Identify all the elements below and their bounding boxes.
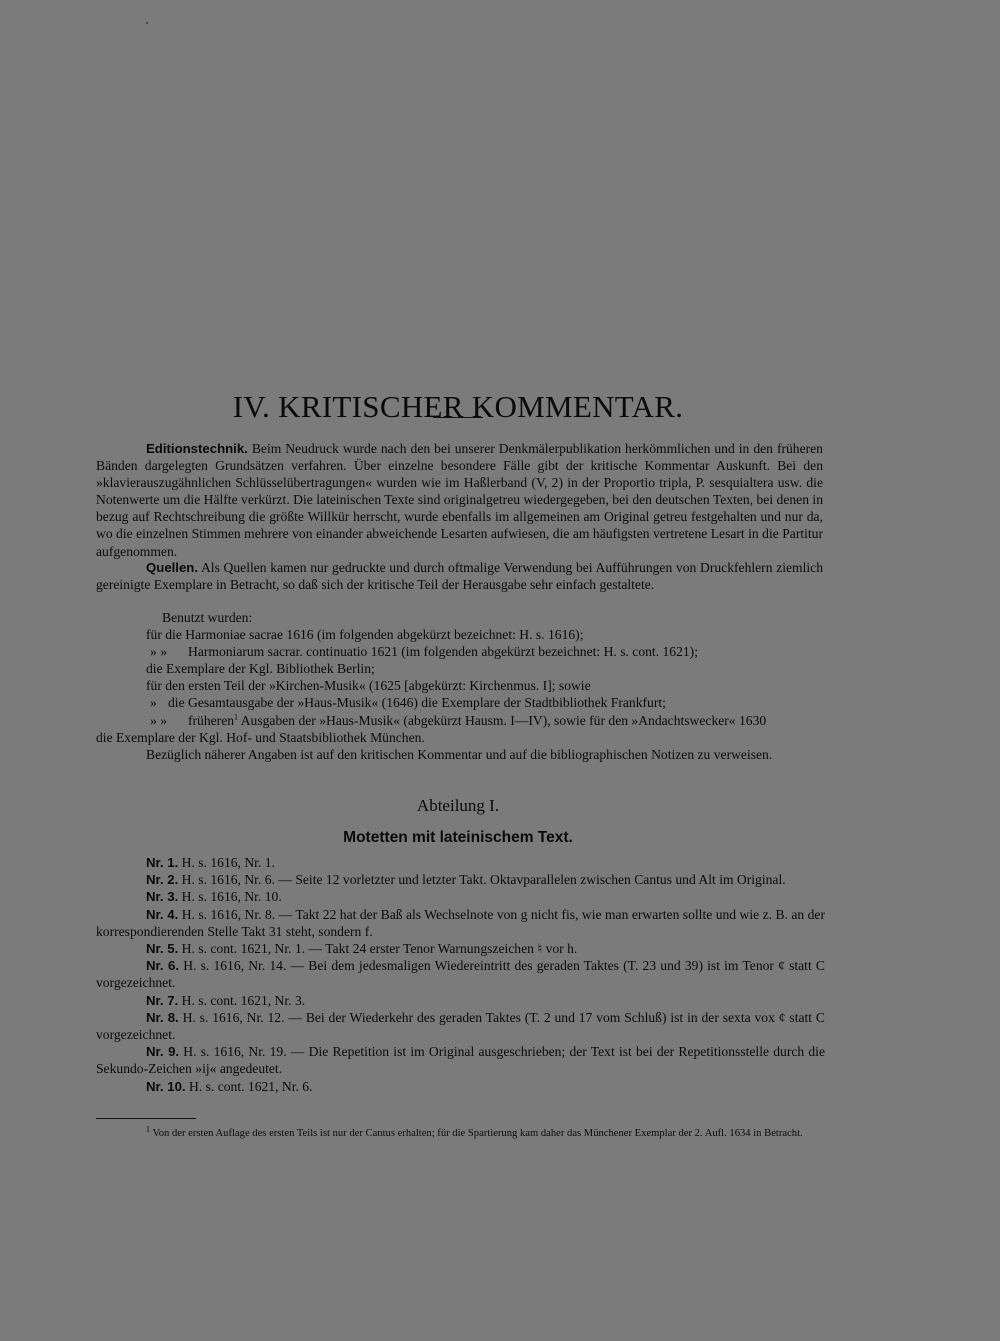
section-subtitle: Motetten mit lateinischem Text. (343, 829, 573, 846)
entry-number: Nr. 9. (146, 1044, 180, 1060)
entry-item (96, 1009, 825, 1043)
entry-item (96, 940, 825, 957)
source-line-4: für den ersten Teil der »Kirchen-Musik« (1625 [abgekürzt: Kirchenmus. I]; sowie (146, 678, 591, 694)
entry-text: H. s. cont. 1621, Nr. 3. (181, 992, 306, 1008)
footnote (96, 1124, 829, 1142)
entry-number: Nr. 7. (146, 992, 179, 1008)
entry-text: H. s. 1616, Nr. 8. — Takt 22 hat der Baß als Wechselnote von g nicht fis, wie man erwarten sollte und wie z. B. an der korrespondierenden Stelle Takt 31 steht, sondern f. (96, 906, 825, 939)
entry-item (96, 871, 825, 888)
entry-text: H. s. 1616, Nr. 6. — Seite 12 vorletzter und letzter Takt. Oktavparallelen zwischen Cantus und Alt im Original. (181, 872, 786, 888)
source-line-8: Bezüglich näherer Angaben ist auf den kritischen Kommentar und auf die bibliographischen Notizen zu verweisen. (146, 746, 773, 762)
source-line-2-text: Harmoniarum sacrar. continuatio 1621 (im folgenden abgekürzt bezeichnet: H. s. cont. 1621); (188, 644, 698, 660)
entry-text: H. s. 1616, Nr. 12. — Bei der Wiederkehr des geraden Taktes (T. 2 und 17 vom Schluß) ist in der sexta vox ¢ statt C vorgezeichnet. (96, 1009, 825, 1043)
entry-item (96, 957, 825, 991)
section-heading: Abteilung I. (416, 796, 500, 815)
sources-used: Benutzt wurden: (162, 610, 253, 625)
entry-number: Nr. 8. (146, 1009, 179, 1025)
entry-item (96, 906, 825, 940)
source-line-7: die Exemplare der Kgl. Hof- und Staatsbibliothek München. (96, 729, 425, 745)
sources-text: Als Quellen kamen nur gedruckte und durch oftmalige Verwendung bei Aufführungen von Druckfehlern ziemlich gereinigte Exemplare in Betracht, so daß sich der kritische Teil der Herausgabe sehr einfach gestaltete. (96, 560, 823, 593)
entries-list (96, 854, 825, 1095)
source-line-5-text: die Gesamtausgabe der »Haus-Musik« (1646) die Exemplare der Stadtbibliothek Frankfurt; (168, 695, 666, 711)
entry-number: Nr. 5. (146, 941, 179, 957)
footnote-rule (96, 1118, 196, 1119)
source-line-6-a: früheren (188, 712, 235, 728)
entry-number: Nr. 4. (146, 906, 179, 922)
entry-item (96, 888, 825, 905)
edition-paragraph (96, 440, 823, 560)
entry-text: H. s. cont. 1621, Nr. 6. (189, 1078, 313, 1094)
page-title: IV. KRITISCHER KOMMENTAR. (232, 388, 684, 424)
scan-speck (146, 22, 148, 24)
source-line-6-b: Ausgaben der »Haus-Musik« (abgekürzt Hausm. I—IV), sowie für den »Andachtswecker« 1630 (240, 712, 767, 728)
sources-label: Quellen. (146, 560, 199, 575)
sources-list (96, 609, 823, 763)
ditto-mark: » » (150, 644, 167, 660)
source-line-3: die Exemplare der Kgl. Bibliothek Berlin; (146, 661, 375, 677)
entry-item (96, 854, 825, 871)
entry-number: Nr. 1. (146, 855, 179, 870)
edition-label: Editionstechnik. (146, 441, 248, 456)
ditto-mark: » » (150, 712, 167, 728)
source-line-5 (96, 694, 823, 711)
ditto-mark: » (150, 695, 157, 711)
entry-text: H. s. 1616, Nr. 14. — Bei dem jedesmaligen Wiedereintritt des geraden Taktes (T. 23 und 39) ist im Tenor ¢ statt C vorgezeichnet. (96, 958, 825, 991)
entry-number: Nr. 10. (146, 1078, 186, 1094)
footnote-ref: 1 (234, 712, 239, 722)
entry-number: Nr. 6. (146, 958, 180, 974)
entry-text: H. s. 1616, Nr. 1. (181, 855, 275, 870)
title-rule (433, 417, 483, 418)
source-line-2 (96, 643, 823, 660)
entry-item (96, 992, 825, 1009)
entry-number: Nr. 3. (146, 889, 179, 905)
source-line-6 (96, 712, 823, 729)
entry-text: H. s. cont. 1621, Nr. 1. — Takt 24 erster Tenor Warnungszeichen ♮ vor h. (181, 941, 578, 957)
entry-text: H. s. 1616, Nr. 10. (181, 889, 282, 905)
footnote-mark: 1 (146, 1124, 150, 1134)
entry-text: H. s. 1616, Nr. 19. — Die Repetition ist im Original ausgeschrieben; der Text ist bei der Repetitionsstelle durch die Sekundo-Zeichen »ij« angedeutet. (96, 1044, 825, 1077)
edition-text: Beim Neudruck wurde nach den bei unserer Denkmälerpublikation herkömmlichen und in den früheren Bänden dargelegten Grundsätzen verfahren. Über einzelne besondere Fälle gibt der kritische Kommentar Auskunft. Bei den »klavierauszugähnlichen Schlüsselübertragungen« wurden wie im Haßlerband (V, 2) in der Proportio tripla, P. sesquialtera usw. die Notenwerte um die Hälfte verkürzt. Die lateinischen Texte sind originalgetreu wiedergegeben, bei den deutschen Texten, bei denen in bezug auf Rechtschreibung die größte Willkür herrscht, wurde ebenfalls im allgemeinen am Original getreu festgehalten und nur da, wo die einzelnen Stimmen mehrere von einander abweichende Lesarten aufwiesen, die am häufigsten vertretene Lesart in die Partitur aufgenommen. (96, 441, 823, 559)
sources-paragraph (96, 559, 823, 593)
entry-item (96, 1078, 825, 1095)
footnote-text: Von der ersten Auflage des ersten Teils ist nur der Cantus erhalten; für die Spartierung kam daher das Münchener Exemplar der 2. Aufl. 1634 in Betracht. (152, 1128, 803, 1139)
entry-number: Nr. 2. (146, 872, 179, 888)
entry-item (96, 1043, 825, 1077)
source-line-1: für die Harmoniae sacrae 1616 (im folgenden abgekürzt bezeichnet: H. s. 1616); (146, 627, 584, 643)
